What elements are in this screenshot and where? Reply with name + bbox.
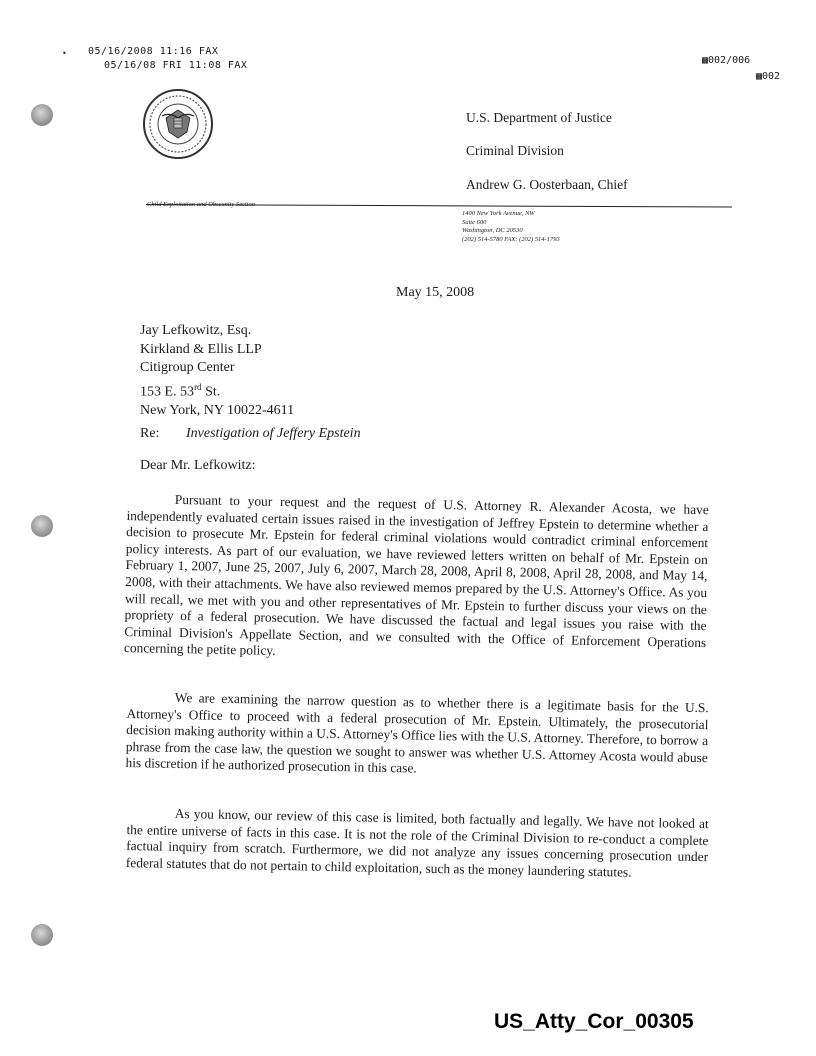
address-suite: Suite 600 <box>462 218 487 226</box>
address-phone: (202) 514-5780 FAX: (202) 514-1793 <box>462 235 560 243</box>
recipient-name: Jay Lefkowitz, Esq. <box>140 323 252 338</box>
recipient-firm: Kirkland & Ellis LLP <box>140 341 262 357</box>
recipient-street <box>140 378 294 402</box>
section-name: Child Exploitation and Obscenity Section <box>147 201 255 208</box>
division-name: Criminal Division <box>466 143 564 158</box>
body-paragraph-2: We are examining the narrow question as to whether there is a legitimate basis for the U.S. Attorney's Office to proceed with a federal prosecution of Mr. Epstein. Ultimately, the prosecutorial decision making authority within a U.S. Attorney's Office lies with the U.S. Attorney. Therefore, to borrow a phrase from the case law, the question we sought to answer was whether U.S. Attorney Acosta would abuse his discretion if he authorized prosecution in this case. <box>125 689 709 776</box>
fax-speck: • <box>62 49 67 58</box>
street-number: 153 E. 53 <box>140 384 195 400</box>
re-label: Re: <box>140 426 160 441</box>
address-street: 1400 New York Avenue, NW <box>462 210 535 217</box>
recipient-address <box>140 322 294 420</box>
fax-page-number-secondary: ▩002 <box>756 71 781 82</box>
fax-header-line-1: 05/16/2008 11:16 FAX <box>88 46 219 57</box>
fax-header-line-2: 05/16/08 FRI 11:08 FAX <box>104 60 248 71</box>
recipient-building: Citigroup Center <box>140 360 235 375</box>
doj-seal-icon <box>142 88 214 160</box>
re-subject: Investigation of Jeffery Epstein <box>186 426 361 441</box>
fax-page-number: ▩002/006 <box>702 55 751 66</box>
office-address <box>462 210 560 244</box>
street-name: St. <box>201 384 221 400</box>
address-city: Washington, DC 20530 <box>462 227 523 235</box>
division-chief: Andrew G. Oosterbaan, Chief <box>466 177 628 192</box>
binder-hole-top <box>31 104 53 126</box>
binder-hole-bottom <box>31 924 53 946</box>
body-paragraph-3: As you know, our review of this case is limited, both factually and legally. We have not looked at the entire universe of facts in this case. It is not the role of the Criminal Division to re-conduct a complete factual inquiry from scratch. Furthermore, we did not analyze any issues concerning prosecution under federal statutes that do not pertain to child exploitation, such as the money laundering statutes. <box>125 805 709 880</box>
body-paragraph-1: Pursuant to your request and the request of U.S. Attorney R. Alexander Acosta, we have independently evaluated certain issues raised in the investigation of Jeffrey Epstein to determine whether a decision to prosecute Mr. Epstein for federal criminal violations would contradict criminal enforcement policy interests. As part of our evaluation, we have reviewed letters written on behalf of Mr. Epstein on February 1, 2007, June 25, 2007, July 6, 2007, March 28, 2008, April 8, 2008, April 28, 2008, and May 14, 2008, with their attachments. We have also reviewed memos prepared by the U.S. Attorney's Office. As you will recall, we met with you and other representatives of Mr. Epstein to further discuss your views on the propriety of a federal prosecution. We have discussed the factual and legal issues you raise with the Criminal Division's Appellate Section, and we consulted with the Office of Enforcement Operations concerning the petite policy. <box>123 491 709 659</box>
department-name: U.S. Department of Justice <box>466 110 612 125</box>
bates-number: US_Atty_Cor_00305 <box>494 1010 694 1033</box>
binder-hole-middle <box>31 515 53 537</box>
letter-date: May 15, 2008 <box>396 285 475 300</box>
street-suffix: rd <box>194 381 202 392</box>
salutation: Dear Mr. Lefkowitz: <box>140 458 256 473</box>
recipient-city: New York, NY 10022-4611 <box>140 402 295 418</box>
